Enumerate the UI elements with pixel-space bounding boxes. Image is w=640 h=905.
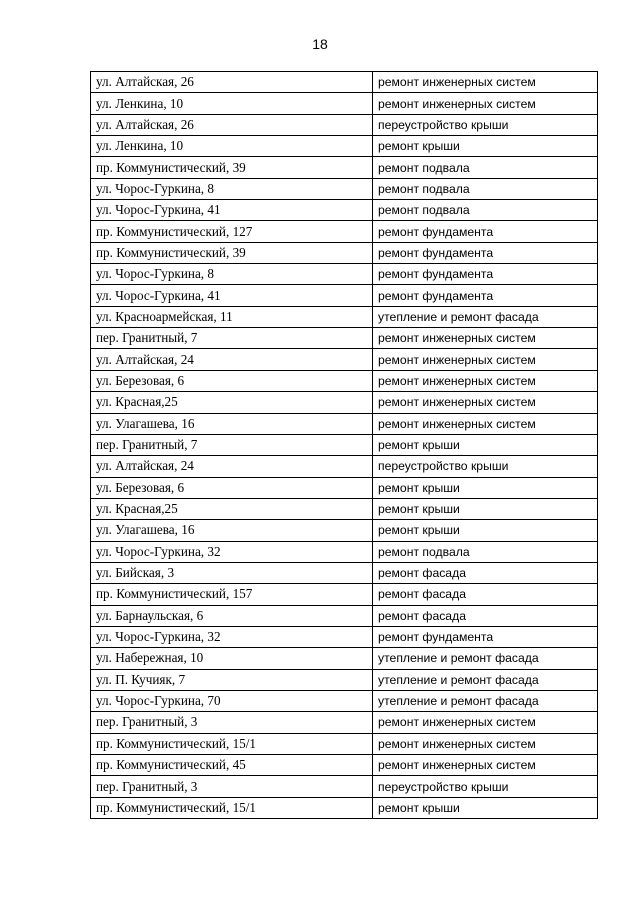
table-row	[91, 285, 598, 306]
work-type-cell: ремонт инженерных систем	[373, 413, 598, 434]
page-number: 18	[312, 36, 328, 52]
address-cell: ул. Барнаульская, 6	[91, 605, 373, 626]
table-row	[91, 584, 598, 605]
table-row	[91, 434, 598, 455]
address-cell: ул. Алтайская, 26	[91, 114, 373, 135]
table-row	[91, 605, 598, 626]
address-cell: ул. Ленкина, 10	[91, 136, 373, 157]
address-cell: пер. Гранитный, 7	[91, 434, 373, 455]
work-type-cell: переустройство крыши	[373, 776, 598, 797]
work-type-cell: ремонт инженерных систем	[373, 392, 598, 413]
address-cell: пер. Гранитный, 7	[91, 328, 373, 349]
table-row	[91, 178, 598, 199]
table-body	[91, 72, 598, 819]
address-cell: ул. Красноармейская, 11	[91, 306, 373, 327]
table-row	[91, 669, 598, 690]
table-row	[91, 136, 598, 157]
table-row	[91, 328, 598, 349]
address-cell: пр. Коммунистический, 39	[91, 242, 373, 263]
work-type-cell: ремонт крыши	[373, 434, 598, 455]
address-cell: ул. Бийская, 3	[91, 562, 373, 583]
work-type-cell: ремонт инженерных систем	[373, 755, 598, 776]
table-row	[91, 712, 598, 733]
work-type-cell: ремонт инженерных систем	[373, 93, 598, 114]
work-type-cell: ремонт инженерных систем	[373, 72, 598, 93]
work-type-cell: ремонт крыши	[373, 797, 598, 818]
work-type-cell: ремонт подвала	[373, 200, 598, 221]
work-type-cell: ремонт инженерных систем	[373, 733, 598, 754]
work-type-cell: ремонт инженерных систем	[373, 712, 598, 733]
work-type-cell: переустройство крыши	[373, 456, 598, 477]
address-cell: ул. Алтайская, 24	[91, 456, 373, 477]
table-row	[91, 562, 598, 583]
table-row	[91, 306, 598, 327]
table-row	[91, 349, 598, 370]
work-type-cell: ремонт крыши	[373, 520, 598, 541]
work-type-cell: ремонт инженерных систем	[373, 370, 598, 391]
work-type-cell: ремонт фасада	[373, 605, 598, 626]
work-type-cell: ремонт подвала	[373, 157, 598, 178]
table-row	[91, 200, 598, 221]
work-type-cell: ремонт фасада	[373, 562, 598, 583]
work-type-cell: ремонт подвала	[373, 541, 598, 562]
address-cell: ул. Чорос-Гуркина, 8	[91, 264, 373, 285]
work-type-cell: ремонт инженерных систем	[373, 328, 598, 349]
work-type-cell: переустройство крыши	[373, 114, 598, 135]
table-row	[91, 797, 598, 818]
address-cell: ул. Чорос-Гуркина, 41	[91, 200, 373, 221]
table-row	[91, 72, 598, 93]
address-cell: пр. Коммунистический, 15/1	[91, 797, 373, 818]
address-cell: ул. Чорос-Гуркина, 32	[91, 626, 373, 647]
table-row	[91, 477, 598, 498]
work-type-cell: утепление и ремонт фасада	[373, 669, 598, 690]
table-row	[91, 413, 598, 434]
address-cell: ул. Красная,25	[91, 392, 373, 413]
work-type-cell: утепление и ремонт фасада	[373, 648, 598, 669]
table-row	[91, 733, 598, 754]
table-row	[91, 648, 598, 669]
table-row	[91, 370, 598, 391]
address-cell: ул. Алтайская, 24	[91, 349, 373, 370]
table-row	[91, 498, 598, 519]
address-cell: ул. П. Кучияк, 7	[91, 669, 373, 690]
table-row	[91, 541, 598, 562]
address-cell: ул. Березовая, 6	[91, 370, 373, 391]
address-cell: пр. Коммунистический, 45	[91, 755, 373, 776]
table-row	[91, 520, 598, 541]
address-cell: ул. Чорос-Гуркина, 8	[91, 178, 373, 199]
table-row	[91, 157, 598, 178]
address-cell: ул. Чорос-Гуркина, 70	[91, 690, 373, 711]
table-row	[91, 264, 598, 285]
work-type-cell: ремонт крыши	[373, 136, 598, 157]
table-row	[91, 456, 598, 477]
table-row	[91, 114, 598, 135]
table-row	[91, 392, 598, 413]
address-cell: ул. Алтайская, 26	[91, 72, 373, 93]
repair-schedule-table	[90, 71, 598, 819]
table-row	[91, 776, 598, 797]
work-type-cell: ремонт крыши	[373, 498, 598, 519]
address-cell: ул. Березовая, 6	[91, 477, 373, 498]
address-cell: ул. Чорос-Гуркина, 41	[91, 285, 373, 306]
table-row	[91, 221, 598, 242]
work-type-cell: ремонт инженерных систем	[373, 349, 598, 370]
address-cell: пр. Коммунистический, 15/1	[91, 733, 373, 754]
address-cell: пр. Коммунистический, 157	[91, 584, 373, 605]
table-row	[91, 242, 598, 263]
address-cell: ул. Улагашева, 16	[91, 520, 373, 541]
work-type-cell: ремонт фундамента	[373, 285, 598, 306]
table-row	[91, 690, 598, 711]
work-type-cell: ремонт фундамента	[373, 264, 598, 285]
work-type-cell: утепление и ремонт фасада	[373, 690, 598, 711]
address-cell: пер. Гранитный, 3	[91, 776, 373, 797]
address-cell: ул. Чорос-Гуркина, 32	[91, 541, 373, 562]
table-row	[91, 755, 598, 776]
address-cell: ул. Красная,25	[91, 498, 373, 519]
work-type-cell: утепление и ремонт фасада	[373, 306, 598, 327]
work-type-cell: ремонт фундамента	[373, 221, 598, 242]
work-type-cell: ремонт подвала	[373, 178, 598, 199]
address-cell: ул. Улагашева, 16	[91, 413, 373, 434]
work-type-cell: ремонт фасада	[373, 584, 598, 605]
work-type-cell: ремонт крыши	[373, 477, 598, 498]
address-cell: пер. Гранитный, 3	[91, 712, 373, 733]
address-cell: пр. Коммунистический, 39	[91, 157, 373, 178]
work-type-cell: ремонт фундамента	[373, 242, 598, 263]
address-cell: ул. Ленкина, 10	[91, 93, 373, 114]
work-type-cell: ремонт фундамента	[373, 626, 598, 647]
table-row	[91, 93, 598, 114]
address-cell: пр. Коммунистический, 127	[91, 221, 373, 242]
address-cell: ул. Набережная, 10	[91, 648, 373, 669]
table-row	[91, 626, 598, 647]
